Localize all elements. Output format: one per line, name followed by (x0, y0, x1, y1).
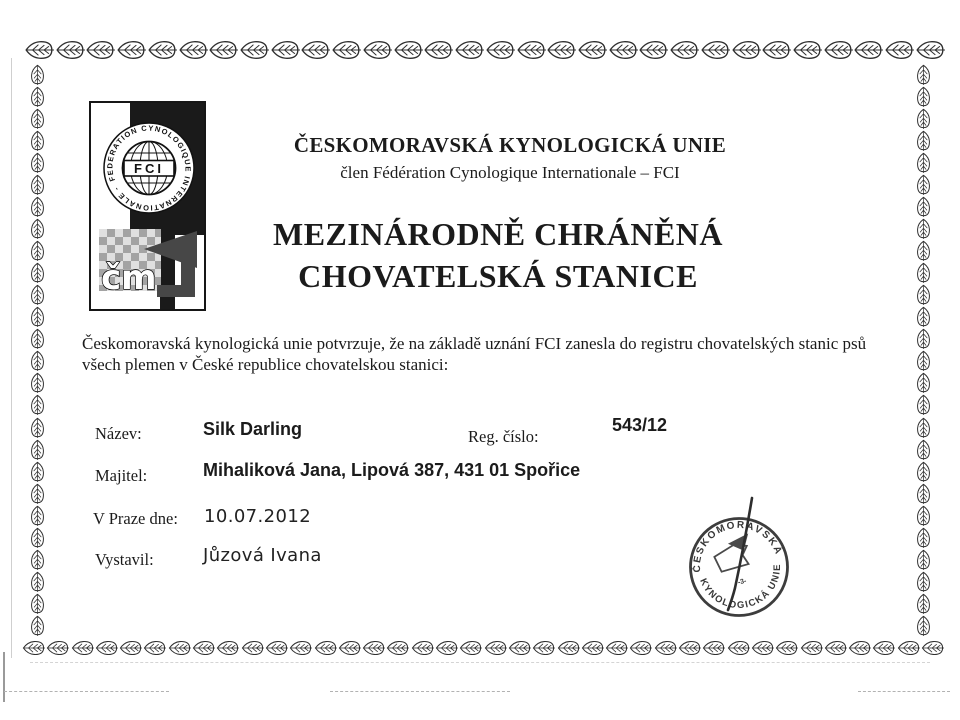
leaf-icon (29, 571, 46, 592)
cmku-round-stamp (655, 492, 825, 622)
leaf-icon (459, 638, 482, 658)
cmku-letters: čm (101, 258, 157, 298)
leaf-icon (915, 218, 932, 239)
leaf-icon (921, 638, 944, 658)
leaf-icon (29, 284, 46, 305)
leaf-icon (95, 638, 118, 658)
leaf-icon (24, 39, 54, 61)
leaf-icon (484, 638, 507, 658)
leaf-icon (393, 39, 423, 61)
leaf-icon (669, 39, 699, 61)
leaf-icon (508, 638, 531, 658)
reg-number-label: Reg. číslo: (468, 427, 539, 446)
leaf-icon (29, 505, 46, 526)
stamp-arc-bottom-text: KYNOLOGICKÁ UNIE (697, 563, 784, 612)
leaf-icon (915, 461, 932, 482)
cmku-arrow-mark-icon (91, 223, 204, 309)
leaf-icon (915, 152, 932, 173)
leaf-icon (872, 638, 895, 658)
leaf-icon (915, 527, 932, 548)
issuer-label: Vystavil: (95, 550, 154, 569)
issuer-value: Jůzová Ivana (203, 545, 322, 566)
issue-date-label: V Praze dne: (93, 509, 178, 528)
leaf-icon (516, 39, 546, 61)
leaf-icon (823, 39, 853, 61)
leaf-icon (29, 130, 46, 151)
leaf-icon (915, 372, 932, 393)
leaf-icon (915, 593, 932, 614)
leaf-icon (557, 638, 580, 658)
leaf-icon (265, 638, 288, 658)
leaf-icon (915, 483, 932, 504)
stamp-center-mark: -3- (737, 577, 748, 587)
scan-dash-right (858, 691, 950, 692)
leaf-icon (884, 39, 914, 61)
leaf-icon (897, 638, 920, 658)
leaf-icon (29, 417, 46, 438)
leaf-icon (192, 638, 215, 658)
reg-number-value: 543/12 (612, 415, 668, 435)
org-header (210, 133, 810, 183)
certificate-heading (200, 213, 796, 297)
leaf-icon (116, 39, 146, 61)
leaf-icon (915, 284, 932, 305)
leaf-icon (915, 262, 932, 283)
scan-noise-band (30, 662, 930, 663)
leaf-icon (216, 638, 239, 658)
fci-ring-text: FEDERATION CYNOLOGIQUE INTERNATIONALE - (105, 123, 193, 213)
leaf-icon (411, 638, 434, 658)
leaf-icon (915, 240, 932, 261)
leaf-icon (915, 439, 932, 460)
leaf-icon (775, 638, 798, 658)
leaf-border-right (915, 64, 933, 636)
leaf-icon (362, 638, 385, 658)
leaf-icon (178, 39, 208, 61)
leaf-icon (824, 638, 847, 658)
leaf-icon (29, 350, 46, 371)
scan-corner-line (3, 652, 5, 702)
leaf-icon (29, 527, 46, 548)
leaf-icon (362, 39, 392, 61)
leaf-icon (29, 174, 46, 195)
org-subtitle: člen Fédération Cynologique Internationale – FCI (340, 163, 680, 182)
cmku-fci-logo (89, 101, 206, 311)
leaf-icon (386, 638, 409, 658)
heading-line-1: MEZINÁRODNĚ CHRÁNĚNÁ (272, 216, 723, 252)
org-title: ČESKOMORAVSKÁ KYNOLOGICKÁ UNIE (293, 133, 727, 157)
leaf-icon (29, 394, 46, 415)
leaf-icon (241, 638, 264, 658)
leaf-icon (915, 571, 932, 592)
leaf-icon (208, 39, 238, 61)
leaf-icon (29, 262, 46, 283)
leaf-icon (29, 372, 46, 393)
leaf-icon (638, 39, 668, 61)
leaf-border-left (29, 64, 47, 636)
leaf-icon (239, 39, 269, 61)
leaf-icon (915, 394, 932, 415)
leaf-icon (800, 638, 823, 658)
leaf-icon (423, 39, 453, 61)
leaf-icon (289, 638, 312, 658)
issue-date-value: 10.07.2012 (204, 506, 312, 527)
leaf-icon (608, 39, 638, 61)
leaf-icon (168, 638, 191, 658)
name-value: Silk Darling (203, 419, 303, 439)
leaf-icon (29, 549, 46, 570)
leaf-icon (331, 39, 361, 61)
name-label: Název: (95, 424, 142, 443)
leaf-icon (915, 350, 932, 371)
leaf-icon (915, 196, 932, 217)
leaf-icon (119, 638, 142, 658)
leaf-icon (338, 638, 361, 658)
leaf-icon (29, 196, 46, 217)
stamp-arc-top-text: ČESKOMORAVSKÁ (691, 519, 785, 573)
leaf-icon (71, 638, 94, 658)
leaf-icon (485, 39, 515, 61)
fci-globe-icon (102, 121, 196, 215)
leaf-border-bottom (22, 638, 944, 658)
leaf-icon (532, 638, 555, 658)
leaf-icon (577, 39, 607, 61)
leaf-icon (300, 39, 330, 61)
pen-signature-stroke (728, 498, 752, 610)
leaf-icon (915, 328, 932, 349)
leaf-icon (143, 638, 166, 658)
leaf-icon (147, 39, 177, 61)
leaf-icon (29, 483, 46, 504)
leaf-border-top (24, 39, 945, 61)
leaf-icon (314, 638, 337, 658)
leaf-icon (581, 638, 604, 658)
leaf-icon (915, 306, 932, 327)
leaf-icon (678, 638, 701, 658)
leaf-icon (629, 638, 652, 658)
leaf-icon (29, 218, 46, 239)
leaf-icon (915, 505, 932, 526)
leaf-icon (29, 328, 46, 349)
leaf-icon (727, 638, 750, 658)
leaf-icon (270, 39, 300, 61)
leaf-icon (915, 108, 932, 129)
scan-edge-line (11, 58, 12, 658)
leaf-icon (85, 39, 115, 61)
leaf-icon (915, 39, 945, 61)
certificate-body-text: Českomoravská kynologická unie potvrzuje, že na základě uznání FCI zanesla do registru chovatelských stanic psů všech plemen v České republice chovatelskou stanici: (82, 334, 867, 374)
leaf-icon (29, 108, 46, 129)
leaf-icon (792, 39, 822, 61)
leaf-icon (915, 417, 932, 438)
leaf-icon (29, 152, 46, 173)
leaf-icon (605, 638, 628, 658)
scan-dash-middle (330, 691, 510, 692)
leaf-icon (761, 39, 791, 61)
leaf-icon (55, 39, 85, 61)
heading-line-2: CHOVATELSKÁ STANICE (298, 258, 698, 294)
leaf-icon (29, 64, 46, 85)
leaf-icon (731, 39, 761, 61)
svg-text:KYNOLOGICKÁ UNIE (697, 561, 791, 619)
owner-label: Majitel: (95, 466, 148, 485)
leaf-icon (29, 593, 46, 614)
leaf-icon (29, 86, 46, 107)
leaf-icon (700, 39, 730, 61)
leaf-icon (915, 615, 932, 636)
leaf-icon (29, 439, 46, 460)
leaf-icon (29, 240, 46, 261)
leaf-icon (435, 638, 458, 658)
leaf-icon (29, 306, 46, 327)
leaf-icon (29, 461, 46, 482)
fci-label: FCI (134, 161, 164, 176)
leaf-icon (915, 174, 932, 195)
leaf-icon (853, 39, 883, 61)
leaf-icon (751, 638, 774, 658)
leaf-icon (654, 638, 677, 658)
leaf-icon (915, 549, 932, 570)
leaf-icon (22, 638, 45, 658)
leaf-icon (454, 39, 484, 61)
leaf-icon (29, 615, 46, 636)
scan-dash-left (4, 691, 169, 692)
leaf-icon (915, 86, 932, 107)
owner-value: Mihaliková Jana, Lipová 387, 431 01 Spořice (203, 460, 581, 480)
leaf-icon (702, 638, 725, 658)
leaf-icon (915, 64, 932, 85)
leaf-icon (915, 130, 932, 151)
leaf-icon (848, 638, 871, 658)
leaf-icon (546, 39, 576, 61)
leaf-icon (46, 638, 69, 658)
